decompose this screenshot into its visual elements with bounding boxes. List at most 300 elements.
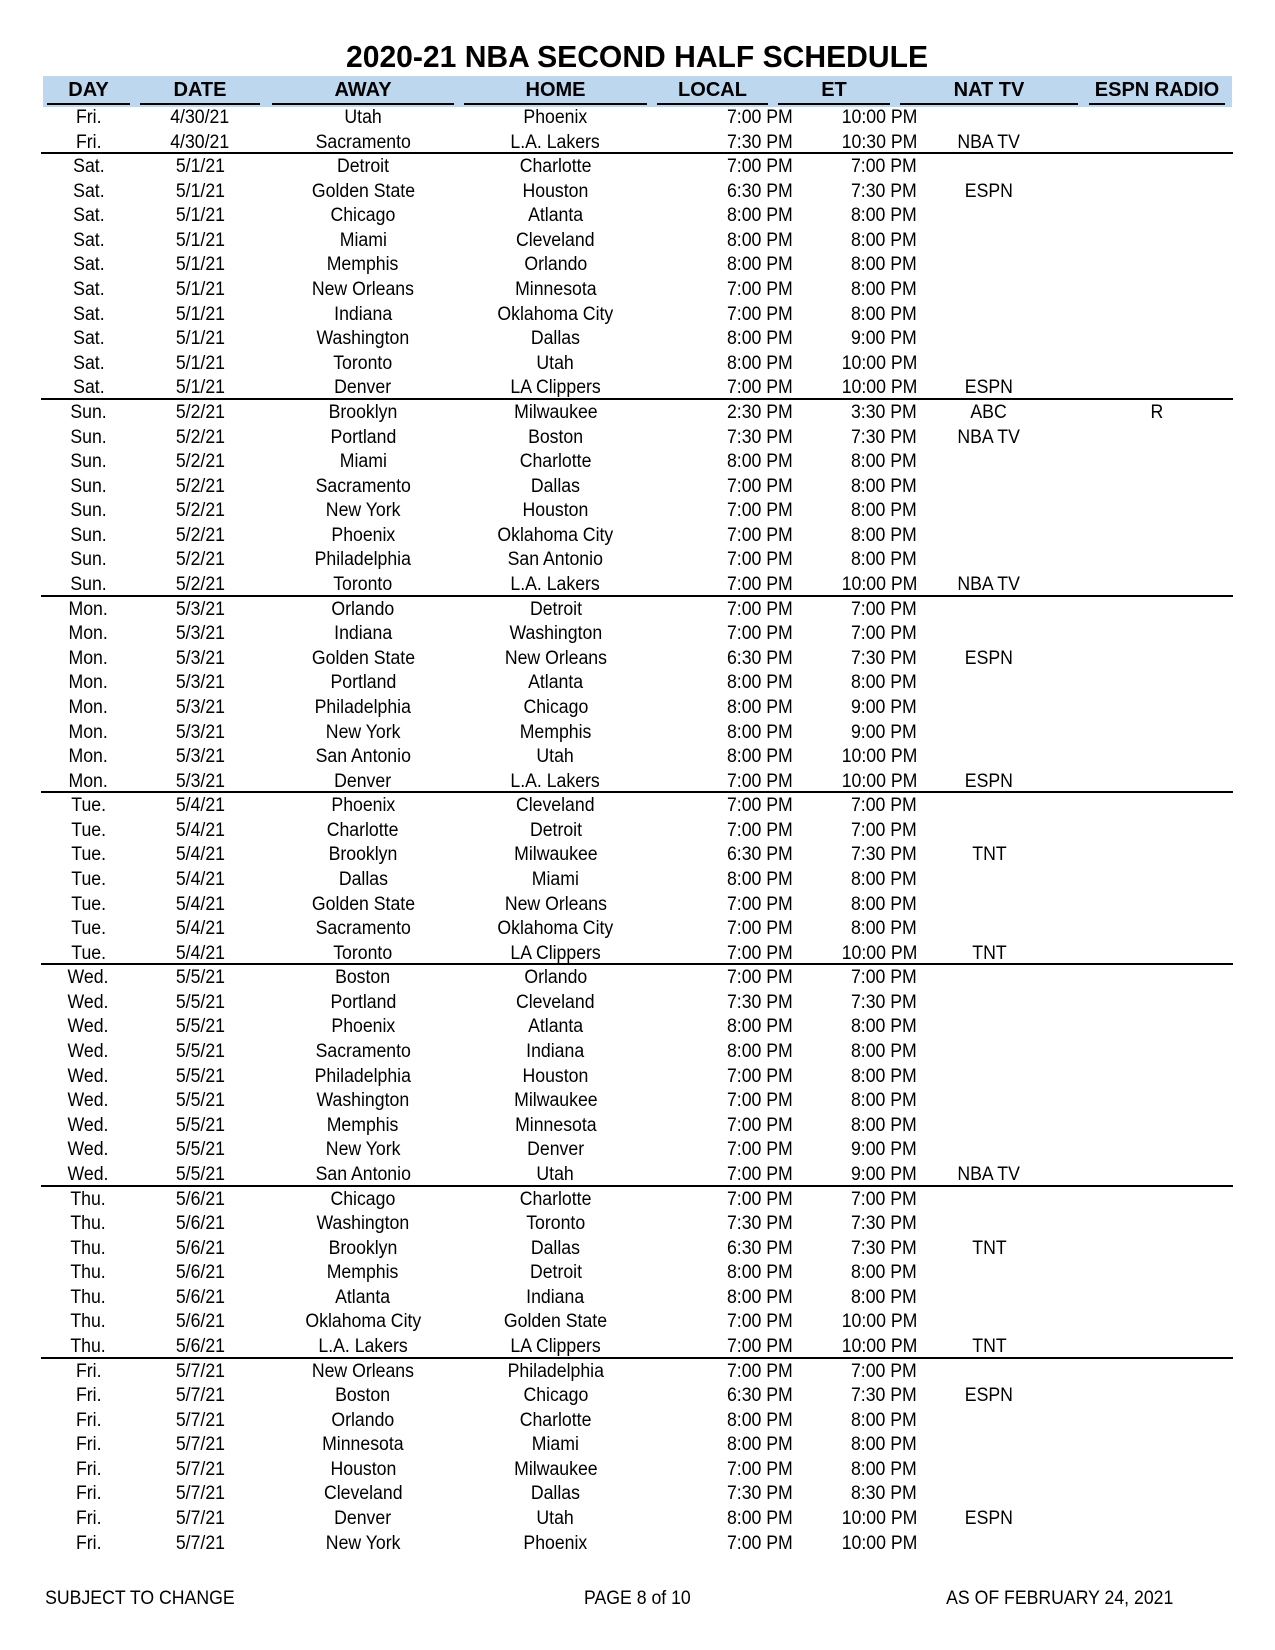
table-row [0, 793, 1275, 818]
cell-espn-radio [1089, 769, 1225, 794]
cell-day-text: Mon. [68, 598, 109, 620]
cell-local-time [657, 597, 793, 622]
cell-local-time [657, 621, 793, 646]
cell-espn-radio [1089, 842, 1225, 867]
cell-date [140, 277, 260, 302]
cell-day-text: Sat. [72, 352, 105, 374]
cell-home-team-text: Atlanta [527, 1016, 584, 1038]
cell-local-time [657, 523, 793, 548]
cell-espn-radio [1089, 867, 1225, 892]
cell-away-team-text: San Antonio [315, 1163, 411, 1185]
cell-local-time-text: 7:00 PM [727, 1139, 793, 1161]
cell-home-team [464, 1432, 647, 1457]
cell-home-team [464, 597, 647, 622]
cell-local-time-text: 7:30 PM [727, 131, 793, 153]
cell-away-team-text: New Orleans [311, 279, 415, 301]
cell-day-text: Fri. [75, 131, 102, 153]
cell-et-time [790, 916, 917, 941]
cell-day [47, 990, 130, 1015]
cell-day-text: Fri. [75, 1508, 102, 1530]
cell-local-time [657, 1113, 793, 1138]
table-row [0, 1481, 1275, 1506]
cell-date [140, 228, 260, 253]
cell-espn-radio [1089, 375, 1225, 400]
cell-home-team-text: Orlando [524, 254, 587, 276]
cell-home-team [464, 793, 647, 818]
cell-date [140, 1236, 260, 1261]
cell-home-team [464, 277, 647, 302]
cell-local-time-text: 8:00 PM [727, 352, 793, 374]
cell-nat-tv-text: NBA TV [957, 426, 1021, 448]
cell-date [140, 1334, 260, 1359]
cell-date [140, 498, 260, 523]
cell-espn-radio-text: R [1150, 401, 1164, 423]
cell-date [140, 375, 260, 400]
cell-local-time [657, 1064, 793, 1089]
table-row [0, 916, 1275, 941]
cell-espn-radio [1089, 1014, 1225, 1039]
cell-away-team [272, 449, 454, 474]
cell-day-text: Sun. [70, 500, 107, 522]
cell-local-time-text: 8:00 PM [727, 721, 793, 743]
cell-home-team [464, 646, 647, 671]
cell-et-time [790, 1285, 917, 1310]
cell-local-time [657, 572, 793, 597]
cell-date-text: 5/5/21 [175, 991, 225, 1013]
cell-et-time-text: 8:00 PM [851, 893, 917, 915]
cell-local-time [657, 1260, 793, 1285]
cell-et-time-text: 8:00 PM [851, 1434, 917, 1456]
cell-local-time [657, 154, 793, 179]
cell-et-time-text: 10:00 PM [841, 1336, 917, 1357]
table-row [0, 203, 1275, 228]
cell-espn-radio [1089, 621, 1225, 646]
cell-local-time-text: 7:30 PM [727, 426, 793, 448]
cell-date-text: 5/7/21 [175, 1434, 225, 1456]
cell-et-time-text: 8:00 PM [851, 549, 917, 571]
table-row [0, 1064, 1275, 1089]
cell-nat-tv-text: ESPN [964, 377, 1014, 399]
cell-nat-tv-text: ESPN [964, 180, 1014, 202]
cell-away-team [272, 1309, 454, 1334]
cell-date-text: 5/1/21 [175, 205, 225, 227]
cell-nat-tv [900, 867, 1078, 892]
cell-day-text: Thu. [70, 1188, 107, 1210]
cell-away-team-text: Dallas [338, 868, 388, 890]
cell-day-text: Wed. [68, 1016, 109, 1038]
cell-day-text: Sun. [70, 475, 107, 497]
cell-home-team-text: Orlando [524, 967, 587, 989]
cell-home-team [464, 769, 647, 794]
cell-local-time [657, 130, 793, 155]
cell-date [140, 965, 260, 990]
cell-day-text: Thu. [70, 1311, 107, 1333]
cell-espn-radio [1089, 744, 1225, 769]
cell-home-team [464, 1162, 647, 1187]
cell-home-team-text: LA Clippers [510, 942, 601, 964]
cell-date [140, 1211, 260, 1236]
table-row [0, 277, 1275, 302]
cell-day [47, 1039, 130, 1064]
cell-day [47, 547, 130, 572]
cell-home-team-text: San Antonio [507, 549, 604, 571]
cell-day [47, 1236, 130, 1261]
cell-home-team-text: Phoenix [523, 107, 588, 128]
cell-local-time [657, 1408, 793, 1433]
cell-day [47, 695, 130, 720]
cell-day [47, 1211, 130, 1236]
cell-home-team [464, 228, 647, 253]
cell-date-text: 5/7/21 [175, 1458, 225, 1480]
cell-local-time-text: 7:00 PM [727, 574, 793, 596]
cell-espn-radio [1089, 1162, 1225, 1187]
cell-home-team-text: Utah [536, 1163, 575, 1185]
cell-home-team [464, 375, 647, 400]
cell-nat-tv [900, 400, 1078, 425]
cell-et-time-text: 10:00 PM [841, 1508, 917, 1530]
cell-et-time-text: 10:00 PM [841, 1532, 917, 1554]
table-row [0, 1309, 1275, 1334]
cell-away-team [272, 302, 454, 327]
cell-local-time-text: 6:30 PM [727, 844, 793, 866]
cell-home-team [464, 842, 647, 867]
cell-home-team [464, 474, 647, 499]
table-row [0, 1039, 1275, 1064]
cell-local-time-text: 6:30 PM [727, 1237, 793, 1259]
cell-away-team [272, 400, 454, 425]
cell-et-time [790, 179, 917, 204]
cell-away-team-text: Memphis [327, 1262, 399, 1284]
cell-et-time-text: 9:00 PM [851, 721, 917, 743]
cell-et-time-text: 10:00 PM [841, 574, 917, 596]
cell-local-time-text: 7:30 PM [727, 1483, 793, 1505]
cell-local-time [657, 1432, 793, 1457]
cell-day [47, 105, 130, 130]
cell-away-team-text: Washington [316, 1213, 410, 1235]
cell-nat-tv [900, 744, 1078, 769]
cell-home-team [464, 1260, 647, 1285]
cell-date [140, 695, 260, 720]
cell-local-time-text: 8:00 PM [727, 1041, 793, 1063]
table-row [0, 1260, 1275, 1285]
column-header-away: AWAY [272, 76, 454, 105]
table-row [0, 965, 1275, 990]
cell-day [47, 646, 130, 671]
table-row [0, 400, 1275, 425]
cell-local-time [657, 720, 793, 745]
cell-date [140, 1137, 260, 1162]
table-row [0, 425, 1275, 450]
cell-day [47, 1309, 130, 1334]
cell-day [47, 1531, 130, 1556]
cell-date [140, 474, 260, 499]
cell-espn-radio [1089, 670, 1225, 695]
cell-away-team [272, 1064, 454, 1089]
cell-day-text: Wed. [68, 1065, 109, 1087]
cell-espn-radio [1089, 597, 1225, 622]
cell-et-time [790, 326, 917, 351]
cell-home-team-text: Atlanta [527, 672, 584, 694]
cell-day-text: Sat. [72, 205, 105, 227]
cell-away-team-text: Chicago [330, 205, 396, 227]
cell-away-team [272, 941, 454, 966]
cell-et-time [790, 523, 917, 548]
cell-away-team-text: Brooklyn [328, 401, 398, 423]
cell-espn-radio [1089, 277, 1225, 302]
cell-local-time-text: 7:00 PM [727, 156, 793, 178]
cell-date [140, 1309, 260, 1334]
cell-day [47, 1481, 130, 1506]
cell-espn-radio [1089, 1457, 1225, 1482]
cell-local-time [657, 1211, 793, 1236]
cell-et-time-text: 10:00 PM [841, 377, 917, 399]
cell-away-team-text: Washington [316, 1090, 410, 1112]
cell-et-time [790, 1506, 917, 1531]
cell-home-team-text: Dallas [530, 475, 581, 497]
cell-day-text: Fri. [75, 1409, 102, 1431]
cell-local-time-text: 6:30 PM [727, 647, 793, 669]
cell-away-team-text: Phoenix [331, 524, 395, 546]
cell-day [47, 252, 130, 277]
cell-local-time [657, 1383, 793, 1408]
cell-espn-radio [1089, 1064, 1225, 1089]
cell-away-team-text: Detroit [336, 156, 390, 178]
cell-local-time-text: 8:00 PM [727, 1508, 793, 1530]
cell-nat-tv-text: TNT [971, 1336, 1007, 1357]
cell-local-time-text: 8:00 PM [727, 672, 793, 694]
cell-day [47, 1064, 130, 1089]
cell-espn-radio [1089, 498, 1225, 523]
cell-espn-radio [1089, 1285, 1225, 1310]
cell-home-team [464, 1039, 647, 1064]
cell-day [47, 1187, 130, 1212]
cell-home-team-text: Memphis [519, 721, 592, 743]
cell-date-text: 5/3/21 [175, 647, 225, 669]
cell-date [140, 842, 260, 867]
cell-away-team [272, 351, 454, 376]
cell-date-text: 5/7/21 [175, 1385, 225, 1407]
cell-away-team-text: New Orleans [311, 1360, 415, 1382]
cell-away-team [272, 818, 454, 843]
cell-away-team-text: Phoenix [331, 795, 395, 817]
cell-day-text: Thu. [70, 1336, 107, 1357]
cell-et-time-text: 8:00 PM [851, 451, 917, 473]
cell-et-time [790, 990, 917, 1015]
cell-et-time [790, 1334, 917, 1359]
cell-et-time-text: 10:00 PM [841, 352, 917, 374]
column-header-et: ET [778, 76, 890, 105]
cell-nat-tv [900, 498, 1078, 523]
cell-espn-radio [1089, 793, 1225, 818]
cell-nat-tv-text: ABC [970, 401, 1008, 423]
cell-local-time-text: 8:00 PM [727, 328, 793, 350]
cell-date [140, 1359, 260, 1384]
cell-away-team [272, 1432, 454, 1457]
cell-et-time [790, 1359, 917, 1384]
cell-nat-tv [900, 1162, 1078, 1187]
cell-nat-tv [900, 154, 1078, 179]
cell-date [140, 1039, 260, 1064]
table-row [0, 1408, 1275, 1433]
cell-espn-radio [1089, 326, 1225, 351]
cell-home-team-text: Miami [531, 868, 580, 890]
cell-away-team [272, 179, 454, 204]
cell-home-team [464, 1236, 647, 1261]
cell-nat-tv [900, 1014, 1078, 1039]
cell-day [47, 597, 130, 622]
table-row [0, 695, 1275, 720]
cell-home-team-text: Washington [509, 623, 602, 645]
cell-nat-tv [900, 621, 1078, 646]
cell-local-time-text: 8:00 PM [727, 205, 793, 227]
cell-away-team-text: Phoenix [331, 1016, 395, 1038]
cell-date-text: 5/5/21 [175, 1041, 225, 1063]
cell-day [47, 842, 130, 867]
cell-home-team [464, 1334, 647, 1359]
table-row [0, 621, 1275, 646]
cell-espn-radio [1089, 1531, 1225, 1556]
cell-et-time-text: 8:00 PM [851, 254, 917, 276]
cell-date-text: 5/7/21 [175, 1409, 225, 1431]
cell-home-team-text: Denver [527, 1139, 584, 1161]
cell-et-time-text: 8:00 PM [851, 672, 917, 694]
cell-day [47, 449, 130, 474]
cell-date [140, 1506, 260, 1531]
cell-day-text: Wed. [68, 1090, 109, 1112]
cell-et-time-text: 8:00 PM [851, 1458, 917, 1480]
cell-date [140, 1014, 260, 1039]
cell-local-time [657, 1309, 793, 1334]
cell-et-time [790, 1137, 917, 1162]
cell-date [140, 646, 260, 671]
cell-day [47, 1408, 130, 1433]
cell-local-time [657, 203, 793, 228]
cell-date-text: 5/4/21 [175, 844, 225, 866]
cell-day-text: Tue. [71, 868, 106, 890]
cell-home-team [464, 572, 647, 597]
cell-local-time-text: 7:00 PM [727, 1188, 793, 1210]
cell-et-time [790, 1432, 917, 1457]
cell-away-team-text: Portland [330, 991, 396, 1013]
cell-et-time-text: 10:00 PM [841, 1311, 917, 1333]
cell-et-time-text: 7:30 PM [851, 1213, 917, 1235]
cell-away-team [272, 1359, 454, 1384]
cell-date [140, 1457, 260, 1482]
cell-home-team [464, 695, 647, 720]
cell-nat-tv [900, 375, 1078, 400]
cell-date-text: 5/1/21 [175, 377, 225, 399]
cell-local-time [657, 302, 793, 327]
cell-date-text: 5/3/21 [175, 672, 225, 694]
cell-date-text: 5/2/21 [175, 524, 225, 546]
cell-local-time [657, 277, 793, 302]
cell-day [47, 1088, 130, 1113]
cell-local-time-text: 7:00 PM [727, 1065, 793, 1087]
cell-home-team-text: Philadelphia [507, 1360, 604, 1382]
cell-et-time-text: 8:00 PM [851, 303, 917, 325]
cell-away-team [272, 572, 454, 597]
cell-away-team [272, 1039, 454, 1064]
cell-date [140, 621, 260, 646]
cell-away-team [272, 326, 454, 351]
cell-day [47, 228, 130, 253]
cell-home-team [464, 621, 647, 646]
cell-away-team [272, 1334, 454, 1359]
cell-et-time-text: 7:30 PM [851, 180, 917, 202]
cell-away-team-text: Utah [344, 107, 382, 128]
cell-home-team-text: Miami [531, 1434, 580, 1456]
cell-local-time-text: 7:00 PM [727, 1090, 793, 1112]
cell-et-time-text: 9:00 PM [851, 328, 917, 350]
cell-away-team [272, 670, 454, 695]
cell-home-team [464, 1457, 647, 1482]
cell-home-team [464, 1359, 647, 1384]
cell-date [140, 867, 260, 892]
cell-home-team [464, 302, 647, 327]
cell-home-team [464, 1506, 647, 1531]
cell-et-time-text: 9:00 PM [851, 1163, 917, 1185]
cell-away-team-text: Toronto [333, 574, 393, 596]
cell-et-time [790, 842, 917, 867]
cell-day [47, 670, 130, 695]
cell-local-time [657, 1334, 793, 1359]
cell-home-team [464, 400, 647, 425]
cell-espn-radio [1089, 523, 1225, 548]
cell-et-time [790, 547, 917, 572]
cell-home-team-text: Utah [536, 352, 575, 374]
cell-away-team [272, 547, 454, 572]
cell-away-team [272, 744, 454, 769]
cell-et-time-text: 7:00 PM [851, 1360, 917, 1382]
cell-local-time [657, 1481, 793, 1506]
cell-et-time [790, 1064, 917, 1089]
cell-nat-tv [900, 1408, 1078, 1433]
cell-espn-radio [1089, 965, 1225, 990]
cell-local-time-text: 7:00 PM [727, 303, 793, 325]
cell-et-time-text: 7:30 PM [851, 991, 917, 1013]
cell-date [140, 916, 260, 941]
cell-away-team-text: Golden State [311, 893, 415, 915]
cell-day-text: Wed. [68, 991, 109, 1013]
cell-date [140, 449, 260, 474]
cell-day [47, 179, 130, 204]
cell-espn-radio [1089, 400, 1225, 425]
cell-date [140, 154, 260, 179]
cell-day-text: Thu. [70, 1262, 107, 1284]
cell-day [47, 1457, 130, 1482]
cell-local-time [657, 941, 793, 966]
cell-nat-tv [900, 670, 1078, 695]
table-row [0, 892, 1275, 917]
cell-date-text: 5/5/21 [175, 1114, 225, 1136]
cell-local-time-text: 8:00 PM [727, 746, 793, 768]
cell-away-team [272, 252, 454, 277]
cell-nat-tv [900, 277, 1078, 302]
cell-day [47, 1162, 130, 1187]
cell-local-time [657, 498, 793, 523]
cell-home-team-text: Boston [527, 426, 584, 448]
table-row [0, 1285, 1275, 1310]
cell-home-team-text: Charlotte [519, 451, 592, 473]
cell-home-team-text: Milwaukee [513, 1458, 598, 1480]
cell-day [47, 769, 130, 794]
cell-date-text: 5/6/21 [175, 1311, 225, 1333]
cell-away-team [272, 842, 454, 867]
cell-et-time-text: 10:00 PM [841, 942, 917, 964]
cell-away-team-text: New York [325, 721, 401, 743]
cell-date [140, 351, 260, 376]
cell-away-team-text: Charlotte [327, 819, 399, 841]
